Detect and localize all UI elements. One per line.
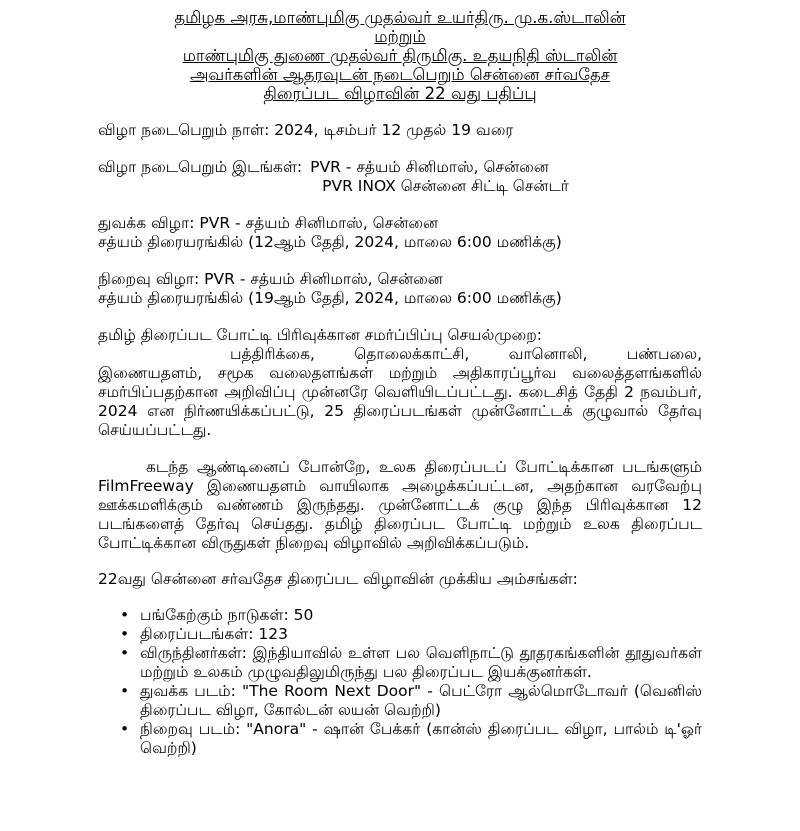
list-item: • பங்கேற்கும் நாடுகள்: 50 — [120, 606, 314, 624]
submission-section — [98, 326, 702, 440]
venue-1: PVR - சத்யம் சினிமாஸ், சென்னை — [310, 158, 549, 176]
opening-line-1: துவக்க விழா: PVR - சத்யம் சினிமாஸ், சென்னை — [98, 214, 439, 232]
bullet-icon: • — [120, 625, 130, 643]
title-line-1: தமிழக அரசு,மாண்புமிகு முதல்வர் உயர்திரு. மு.க.ஸ்டாலின் — [174, 8, 626, 27]
bullet-icon: • — [120, 644, 130, 662]
festival-dates: விழா நடைபெறும் நாள்: 2024, டிசம்பர் 12 முதல் 19 வரை — [98, 121, 514, 139]
document-body — [98, 8, 702, 758]
closing-ceremony — [98, 270, 702, 308]
submission-body-text: பத்திரிக்கை, தொலைக்காட்சி, வானொலி, பண்பலை, இணையதளம், சமூக வலைதளங்கள் மற்றும் அதிகாரப்பூர்வ வலைத்தளங்களில் சமர்பிப்பதற்கான அறிவிப்பு முன்னரே வெளியிடப்பட்டது. கடைசித் தேதி 2 நவம்பர், 2024 என நிர்ணயிக்கப்பட்டு, 25 திரைப்படங்கள் முன்னோட்டக் குழுவால் தேர்வு செய்யப்பட்டது. — [98, 345, 702, 439]
bullet-icon: • — [120, 720, 130, 738]
document-title — [98, 8, 702, 103]
submission-body — [98, 345, 702, 440]
list-item: • திரைப்படங்கள்: 123 — [120, 625, 288, 643]
venue-2: PVR INOX சென்னை சிட்டி சென்டர் — [322, 177, 569, 195]
closing-line-2: சத்யம் திரையரங்கில் (19ஆம் தேதி, 2024, மாலை 6:00 மணிக்கு) — [98, 289, 562, 307]
bullet-icon: • — [120, 606, 130, 624]
opening-line-2: சத்யம் திரையரங்கில் (12ஆம் தேதி, 2024, மாலை 6:00 மணிக்கு) — [98, 233, 562, 251]
closing-line-1: நிறைவு விழா: PVR - சத்யம் சினிமாஸ், சென்னை — [98, 270, 443, 288]
world-competition-paragraph: கடந்த ஆண்டினைப் போன்றே, உலக திரைப்படப் போட்டிக்கான படங்களும் FilmFreeway இணையதளம் வாயிலாக அழைக்கப்பட்டன, அதற்கான வரவேற்பு ஊக்கமளிக்கும் வண்ணம் இருந்தது. முன்னோட்டக் குழு இந்த பிரிவுக்கான 12 படங்களைத் தேர்வு செய்தது. தமிழ் திரைப்பட போட்டி மற்றும் உலக திரைப்பட போட்டிக்கான விருதுகள் நிறைவு விழாவில் அறிவிக்கப்படும். — [98, 458, 702, 552]
title-line-5: திரைப்பட விழாவின் 22 வது பதிப்பு — [263, 84, 537, 103]
list-item: • நிறைவு படம்: "Anora" - ஷான் பேக்கர் (கான்ஸ் திரைப்பட விழா, பால்ம் டி'ஓர் வெற்றி) — [120, 720, 702, 757]
highlights-heading: 22வது சென்னை சர்வதேச திரைப்பட விழாவின் முக்கிய அம்சங்கள்: — [98, 570, 578, 588]
list-item: • விருந்தினர்கள்: இந்தியாவில் உள்ள பல வெளிநாட்டு தூதரகங்களின் தூதுவர்கள் மற்றும் உலகம் முழுவதிலுமிருந்து பல திரைப்பட இயக்குனர்கள். — [120, 644, 702, 681]
title-line-4: அவர்களின் ஆதரவுடன் நடைபெறும் சென்னை சர்வதேச — [190, 65, 610, 84]
venues-label: விழா நடைபெறும் இடங்கள்: — [98, 158, 303, 176]
submission-heading: தமிழ் திரைப்பட போட்டி பிரிவுக்கான சமர்ப்பிப்பு செயல்முறை: — [98, 326, 542, 344]
bullet-icon: • — [120, 682, 130, 700]
highlights-list — [98, 606, 702, 758]
title-line-2: மற்றும் — [374, 27, 426, 46]
opening-ceremony — [98, 214, 702, 252]
title-line-3: மாண்புமிகு துணை முதல்வர் திருமிகு. உதயநிதி ஸ்டாலின் — [182, 46, 618, 65]
list-item: • துவக்க படம்: "The Room Next Door" - பெட்ரோ ஆல்மொடோவர் (வெனிஸ் திரைப்பட விழா, கோல்டன் லயன் வெற்றி) — [120, 682, 702, 719]
festival-venues — [98, 158, 702, 196]
